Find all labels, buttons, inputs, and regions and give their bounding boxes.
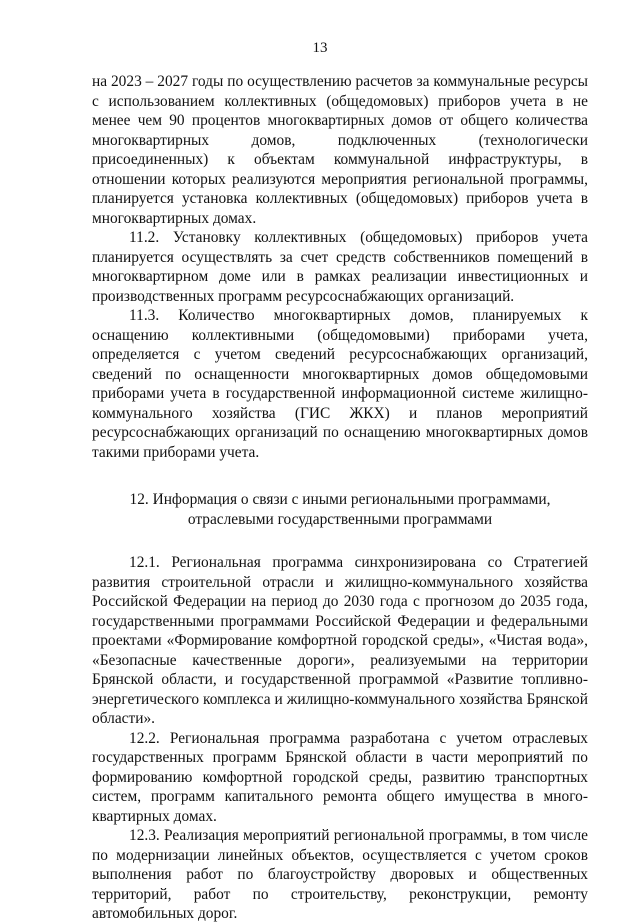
paragraph-12-2: 12.2. Региональная программа разработана с учетом отраслевых государственных программ Брянской области в части мероприятий по формированию комфортной городской среды, развитию транспортных систем, программ капитального ремонта общего имущества в многоквартирных домах. [92, 729, 588, 825]
paragraph-12-1: 12.1. Региональная программа синхронизирована со Стратегией развития строительной отрасли и жилищно-коммунального хозяйства Российской Федерации на период до 2030 года с прогнозом до 2035 года, государственными программами Российской Федерации и федеральными проектами «Формирование комфортной городской среды», «Чистая вода», «Безопасные качественные дороги», реализуемыми на территории Брянской области, и государственной программой «Развитие топливно-энергетического комплекса и жилищно-коммунального хозяйства Брянской области». [92, 554, 588, 727]
section-12-heading-line2: отраслевыми государственными программами [187, 510, 493, 528]
paragraph-12-3: 12.3. Реализация мероприятий региональной программы, в том числе по модернизации линейных объектов, осуществляется с учетом сроков выполнения работ по благоустройству дворовых и общественных территорий, работ по строительству, реконструкции, ремонту автомобильных дорог. [92, 827, 588, 922]
page-body [92, 72, 588, 924]
paragraph-11-3: 11.3. Количество многоквартирных домов, планируемых к оснащению коллективными (общедомовыми) приборами учета, определяется с учетом сведений ресурсоснабжающих организаций, сведений по оснащенности многоквартирных домов общедомовыми приборами учета в государственной информационной системе жилищно-коммунального хозяйства (ГИС ЖКХ) и планов мероприятий ресурсоснабжающих организаций по оснащению многоквартирных домов такими приборами учета. [92, 307, 588, 461]
page-number: 13 [312, 40, 328, 56]
section-12-heading-line1: 12. Информация о связи с иными региональными программами, [129, 491, 551, 508]
paragraph-11-1-continuation: на 2023 – 2027 годы по осуществлению расчетов за коммунальные ресурсы с использованием коллективных (общедомовых) приборов учета в не менее чем 90 процентов многоквартирных домов от общего количества многоквартирных домов, подключенных (технологически присоединенных) к объектам коммунальной инфраструктуры, в отношении которых реализуются мероприятия региональной программы, планируется установка коллективных (общедомовых) приборов учета в многоквартирных домах. [92, 73, 588, 227]
section-12-heading [92, 490, 588, 529]
paragraph-11-2: 11.2. Установку коллективных (общедомовых) приборов учета планируется осуществлять за счет средств собственников помещений в многоквартирном доме или в рамках реализации инвестиционных и производственных программ ресурсоснабжающих организаций. [92, 229, 588, 305]
